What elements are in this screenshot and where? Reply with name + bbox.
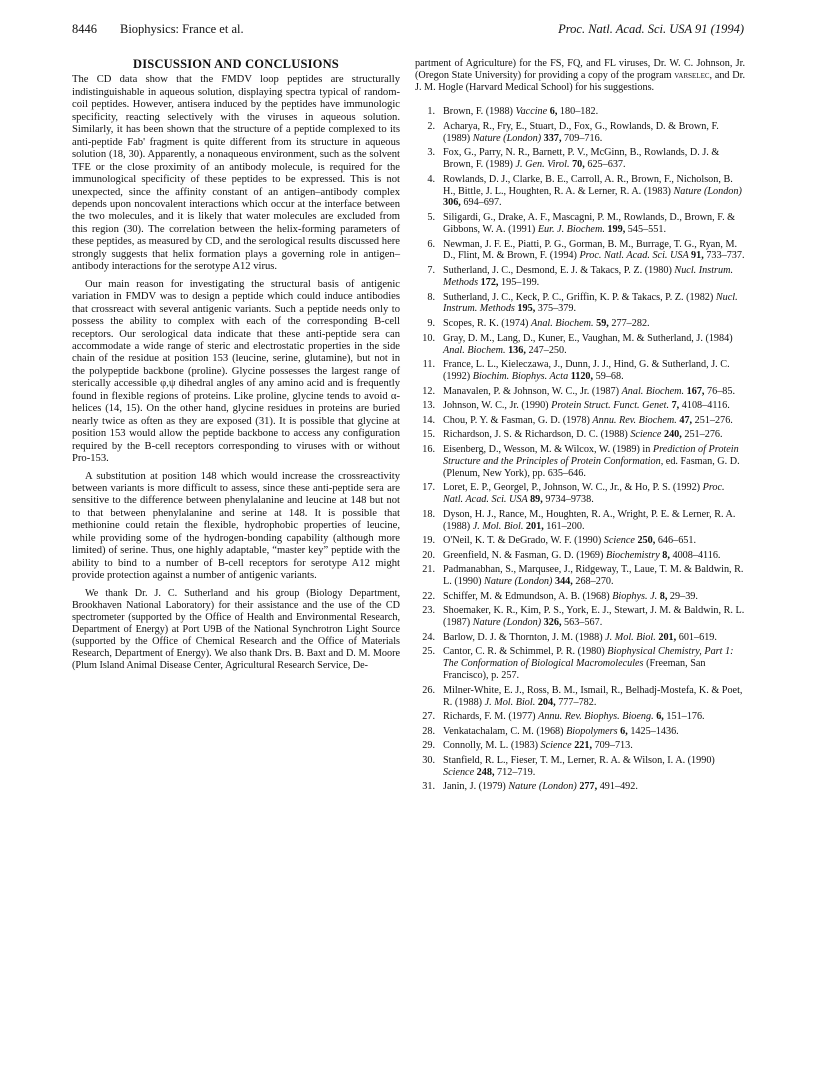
reference-number: 16. [422,443,435,455]
reference-item [415,318,745,330]
reference-authors: Sutherland, J. C., Keck, P. C., Griffin, K. P. & Takacs, P. Z. (1982) [443,291,716,303]
reference-item [415,106,745,118]
reference-journal: Science [630,429,664,441]
reference-number: 19. [422,535,435,547]
reference-volume: 306, [443,197,461,209]
reference-pages: 59–68. [593,371,624,382]
reference-number: 21. [422,564,435,576]
reference-volume: 277, [579,781,598,793]
reference-pages: 1425–1436. [627,725,679,737]
reference-authors: Loret, E. P., Georgel, P., Johnson, W. C., Jr., & Ho, P. S. (1992) [443,482,703,494]
acknowledgment-continued: partment of Agriculture) for the FS, FQ, and FL viruses, Dr. W. C. Johnson, Jr. (Oregon State University) for providing a copy of the program varselec, and Dr. J. M. Hogle (Harvard Medical School) for his suggestions. [415,58,745,93]
reference-item [415,632,745,644]
reference-journal: Biopolymers [566,725,621,737]
reference-journal: Nature (London) [673,185,742,197]
paragraph-2: Our main reason for investigating the structural basis of antigenic variation in FMDV was to design a peptide which could induce antibodies that crossreact with several antigenic variants. Such a peptide needs only to possess the ability to complex with each of the corresponding B-cell receptors. Our serological data indicate that these anti-peptide sera can accommodate a wide range of steric and electrostatic properties in the side chain of the residue at position 153 (leucine, serine, glutamine), but not in the polypeptide backbone (proline). Glycine possesses the largest range of sterically accessible φ,ψ dihedral angles of any amino acid and is frequently found in flexible regions of proteins. Like proline, glycine tends to avoid α-helices (14, 15). On the other hand, glycine residues in proteins are buried nearly twice as often as they are exposed (31). It is possible that glycine at position 153 would allow the peptide backbone to access any configuration required by the B-cell receptors corresponding to viruses with or without Pro-153. [72,278,400,465]
reference-pages: 180–182. [557,106,599,117]
reference-item [415,605,745,629]
reference-number: 8. [427,291,435,303]
reference-item [415,509,745,533]
reference-journal: Nature (London) [472,617,544,629]
reference-volume: 136, [508,344,526,356]
reference-number: 10. [422,332,435,344]
reference-journal: Biochemistry [605,549,663,561]
reference-number: 3. [427,147,435,159]
reference-journal: Nucl. Instrum. Methods [443,265,733,288]
reference-number: 26. [422,684,435,696]
reference-volume: 344, [554,576,573,588]
reference-number: 9. [427,318,435,329]
reference-authors: Sutherland, J. C., Desmond, E. J. & Takacs, P. Z. (1980) [443,265,675,276]
reference-pages: 251–276. [681,429,723,441]
reference-number: 4. [427,173,435,185]
reference-number: 11. [422,359,435,371]
reference-number: 25. [422,646,435,658]
reference-pages: 4108–4116. [679,400,730,412]
reference-authors: Richardson, J. S. & Richardson, D. C. (1988) [443,429,631,441]
reference-journal: Anal. Biochem. [531,318,597,329]
reference-item [415,174,745,210]
reference-item [415,121,745,145]
reference-pages: 151–176. [663,711,705,723]
reference-volume: 248, [476,766,495,778]
reference-journal: Proc. Natl. Acad. Sci. USA [579,250,692,262]
reference-authors: Fox, G., Parry, N. R., Barnett, P. V., McGinn, B., Rowlands, D. J. & Brown, F. (1989) [443,147,720,170]
reference-journal: Biophysical Chemistry, Part 1: The Conformation of Biological Macromolecules [443,646,734,670]
reference-volume: 47, [679,414,693,426]
reference-volume: 195, [517,303,536,315]
reference-authors: Shoemaker, K. R., Kim, P. S., York, E. J., Stewart, J. M. & Baldwin, R. L. (1987) [443,605,745,629]
reference-pages: 251–276. [692,414,733,426]
running-header [72,22,744,40]
reference-volume: 6, [549,106,558,117]
reference-item [415,550,745,562]
reference-volume: 6, [656,711,664,723]
reference-journal: Science [443,766,477,778]
reference-pages: 694–697. [460,197,502,209]
reference-authors: Venkatachalam, C. M. (1968) [443,725,567,737]
right-column [415,58,745,796]
reference-journal: Nucl. Instrum. Methods [443,291,738,315]
reference-journal: Biochim. Biophys. Acta [472,371,571,382]
reference-volume: 1120, [570,371,594,382]
reference-journal: Science [603,535,638,547]
left-column [72,58,400,677]
reference-volume: 201, [525,520,544,532]
reference-journal: J. Mol. Biol. [484,696,538,708]
reference-item [415,535,745,547]
reference-number: 30. [422,754,435,766]
reference-authors: O'Neil, K. T. & DeGrado, W. F. (1990) [443,535,604,547]
reference-item [415,781,745,793]
reference-authors: Milner-White, E. J., Ross, B. M., Ismail, R., Belhadj-Mostefa, K. & Poet, R. (1988) [443,684,743,708]
reference-pages: 545–551. [625,223,666,235]
reference-journal: Anal. Biochem. [621,385,687,397]
reference-journal: Eur. J. Biochem. [537,223,608,235]
reference-authors: Chou, P. Y. & Fasman, G. D. (1978) [443,414,593,426]
reference-volume: 167, [686,385,705,397]
reference-journal: Nature (London) [472,132,544,144]
reference-authors: Rowlands, D. J., Clarke, B. E., Carroll, A. R., Brown, F., Nicholson, B. H., Bittle, J. L., Houghten, R. A. & Lerner, R. A. (1983) [443,173,733,197]
reference-authors: France, L. L., Kieleczawa, J., Dunn, J. J., Hind, G. & Sutherland, J. C. (1992) [443,359,730,382]
reference-authors: Johnson, W. C., Jr. (1990) [443,400,552,412]
reference-list [415,106,745,793]
reference-volume: 89, [530,494,543,506]
reference-item [415,415,745,427]
reference-item [415,212,745,236]
reference-number: 28. [422,725,435,737]
reference-journal: Biophys. J. [612,590,660,602]
reference-volume: 6, [620,725,628,737]
program-name: varselec [674,70,710,81]
reference-volume: 172, [480,276,499,288]
reference-number: 12. [422,385,435,397]
reference-authors: Richards, F. M. (1977) [443,711,539,723]
reference-number: 29. [422,740,435,752]
reference-authors: Scopes, R. K. (1974) [443,318,532,329]
reference-journal: J. Mol. Biol. [472,520,526,532]
reference-item [415,429,745,441]
running-title: Biophysics: France et al. [120,22,244,36]
page-number: 8446 [72,22,97,36]
reference-item [415,711,745,723]
reference-authors: Eisenberg, D., Wesson, M. & Wilcox, W. (1989) in [443,443,653,455]
reference-authors: Janin, J. (1979) [443,781,509,793]
reference-pages: 247–250. [525,344,567,356]
reference-item [415,239,745,263]
reference-pages: 712–719. [494,766,536,778]
reference-authors: Acharya, R., Fry, E., Stuart, D., Fox, G., Rowlands, D. & Brown, F. (1989) [443,120,719,144]
reference-number: 14. [422,414,435,426]
reference-journal: Annu. Rev. Biochem. [592,414,680,426]
reference-pages: 601–619. [676,631,717,643]
reference-number: 24. [422,631,435,643]
reference-item [415,444,745,480]
reference-number: 15. [422,429,435,441]
reference-pages: 646–651. [655,535,697,547]
reference-number: 18. [422,508,435,520]
reference-number: 1. [427,106,435,117]
reference-journal: Anal. Biochem. [443,344,509,356]
reference-pages: 268–270. [572,576,614,588]
reference-item [415,147,745,171]
reference-journal: Protein Struct. Funct. Genet. [551,400,672,412]
reference-journal: J. Gen. Virol. [515,159,573,170]
reference-pages: 29–39. [667,590,698,602]
reference-authors: Barlow, D. J. & Thornton, J. M. (1988) [443,631,606,643]
reference-number: 2. [427,120,435,132]
reference-authors: Padmanabhan, S., Marqusee, J., Ridgeway, T., Laue, T. M. & Baldwin, R. L. (1990) [443,564,744,588]
reference-number: 27. [422,711,435,723]
reference-volume: 8, [662,549,670,561]
reference-authors: Newman, J. F. E., Piatti, P. G., Gorman, B. M., Burrage, T. G., Ryan, M. D., Flint, M. & Brown, F. (1994) [443,238,738,262]
reference-item [415,726,745,738]
reference-authors: Stanfield, R. L., Fieser, T. M., Lerner, R. A. & Wilson, I. A. (1990) [443,754,715,766]
reference-pages: 4008–4116. [669,549,721,561]
reference-number: 23. [422,605,435,617]
reference-pages: (Freeman, San Francisco), p. 257. [443,658,706,682]
reference-item [415,482,745,506]
reference-item [415,292,745,316]
reference-volume: 7, [671,400,680,412]
reference-volume: 326, [543,617,562,629]
reference-authors: Dyson, H. J., Rance, M., Houghten, R. A., Wright, P. E. & Lerner, R. A. (1988) [443,508,736,532]
reference-authors: Manavalen, P. & Johnson, W. C., Jr. (1987) [443,385,622,397]
reference-authors: Schiffer, M. & Edmundson, A. B. (1968) [443,590,613,602]
reference-pages: 76–85. [704,385,736,397]
reference-pages: 709–716. [561,132,603,144]
reference-pages: 625–637. [584,159,626,170]
reference-journal: Annu. Rev. Biophys. Bioeng. [538,711,657,723]
reference-number: 22. [422,590,435,602]
reference-item [415,359,745,383]
reference-journal: Proc. Natl. Acad. Sci. USA [443,482,725,506]
paragraph-1: The CD data show that the FMDV loop peptides are structurally indistinguishable in aqueous solution, displaying spectra typical of random-coil peptides. However, antisera induced by the peptides have immunologic specificity, reacting selectively with the viruses in aqueous solution. Similarly, it has been shown that the structure of a peptide complexed to its anti-peptide Fab' fragment is quite different from its structure in aqueous solution (18, 30). Apparently, a nonaqueous environment, such as the solvent TFE or the close proximity of an antibody molecule, is required for the immunological specificity of these peptides to be expressed. This is not unexpected, since the affinity constant of an antigen–antibody complex depends upon noncovalent interactions which occur at the interface between the two molecules, and it is likely that water molecules are excluded from this region (30). The correlation between the helix-forming parameters of these peptides, as measured by CD, and the serological results discussed here strongly suggests that helix formation plays a governing role in antigen–antibody interactions for the serotype A12 virus. [72,74,400,273]
reference-authors: Gray, D. M., Lang, D., Kuner, E., Vaughan, M. & Sutherland, J. (1984) [443,332,733,344]
section-heading: DISCUSSION AND CONCLUSIONS [133,57,339,71]
reference-volume: 337, [543,132,562,144]
reference-journal: Science [540,740,575,752]
reference-number: 31. [422,781,435,793]
reference-number: 13. [422,400,435,412]
reference-volume: 8, [659,590,668,602]
reference-number: 20. [422,549,435,561]
reference-pages: 563–567. [561,617,603,629]
reference-number: 5. [427,212,435,223]
reference-item [415,386,745,398]
reference-number: 17. [422,482,435,494]
reference-item [415,646,745,682]
reference-authors: Siligardi, G., Drake, A. F., Mascagni, P. M., Rowlands, D., Brown, F. & Gibbons, W. A. (1991) [443,212,736,235]
reference-volume: 221, [574,740,593,752]
reference-number: 6. [427,238,435,250]
reference-item [415,333,745,357]
reference-item [415,564,745,588]
reference-volume: 240, [663,429,682,441]
reference-volume: 199, [607,223,626,235]
reference-item [415,740,745,752]
journal-citation: Proc. Natl. Acad. Sci. USA 91 (1994) [558,22,744,36]
reference-journal: J. Mol. Biol. [605,631,659,643]
reference-authors: Brown, F. (1988) [443,106,516,117]
reference-volume: 70, [572,159,585,170]
acknowledgment: We thank Dr. J. C. Sutherland and his group (Biology Department, Brookhaven National Laboratory) for their assistance and the use of the CD spectrometer (supported by the Office of Health and Environmental Research, Department of Energy) at Port U9B of the National Synchrotron Light Source (supported by the Office of Chemical Research and the Office of Materials Research, Department of Energy). We also thank Drs. B. Baxt and D. M. Moore (Plum Island Animal Disease Center, Agricultural Research Service, De- [72,587,400,671]
reference-volume: 91, [691,250,704,262]
reference-pages: 9734–9738. [542,494,594,506]
reference-item [415,685,745,709]
reference-pages: 491–492. [597,781,638,793]
reference-volume: 204, [537,696,556,708]
reference-journal: Vaccine [515,106,550,117]
reference-pages: 375–379. [535,303,576,315]
reference-item [415,400,745,412]
reference-authors: Connolly, M. L. (1983) [443,740,541,752]
paragraph-3: A substitution at position 148 which would increase the crossreactivity between variants is more difficult to assess, since these anti-peptide sera are sensitive to the difference between phenylalanine and leucine at 148 but not to that between phenylalanine and serine at 148. It is possible that methionine could retain the flexible, hydrophobic properties of leucine, while providing some of the hydrogen-bonding capability (although more limited) of serine. Thus, one highly adaptable, “master key” peptide with the ability to bind to a number of B-cell receptors for serotype A12 might provide protection against a number of antigenic variants. [72,470,400,582]
reference-journal: Nature (London) [484,576,555,588]
reference-item [415,591,745,603]
reference-volume: 201, [658,631,677,643]
reference-volume: 250, [637,535,656,547]
reference-number: 7. [427,265,435,276]
reference-pages: 195–199. [498,276,540,288]
reference-pages: 733–737. [703,250,745,262]
reference-authors: Greenfield, N. & Fasman, G. D. (1969) [443,549,606,561]
reference-pages: 709–713. [592,740,633,752]
reference-pages: 277–282. [608,318,650,329]
reference-pages: ed. Fasman, G. D. (Plenum, New York), pp. 635–646. [443,455,740,479]
reference-authors: Cantor, C. R. & Schimmel, P. R. (1980) [443,646,608,658]
reference-volume: 59, [596,318,609,329]
reference-pages: 161–200. [543,520,585,532]
reference-item [415,265,745,289]
reference-journal: Nature (London) [508,781,580,793]
reference-item [415,755,745,779]
reference-journal: Prediction of Protein Structure and the Principles of Protein Conformation, [443,443,739,467]
reference-pages: 777–782. [555,696,597,708]
